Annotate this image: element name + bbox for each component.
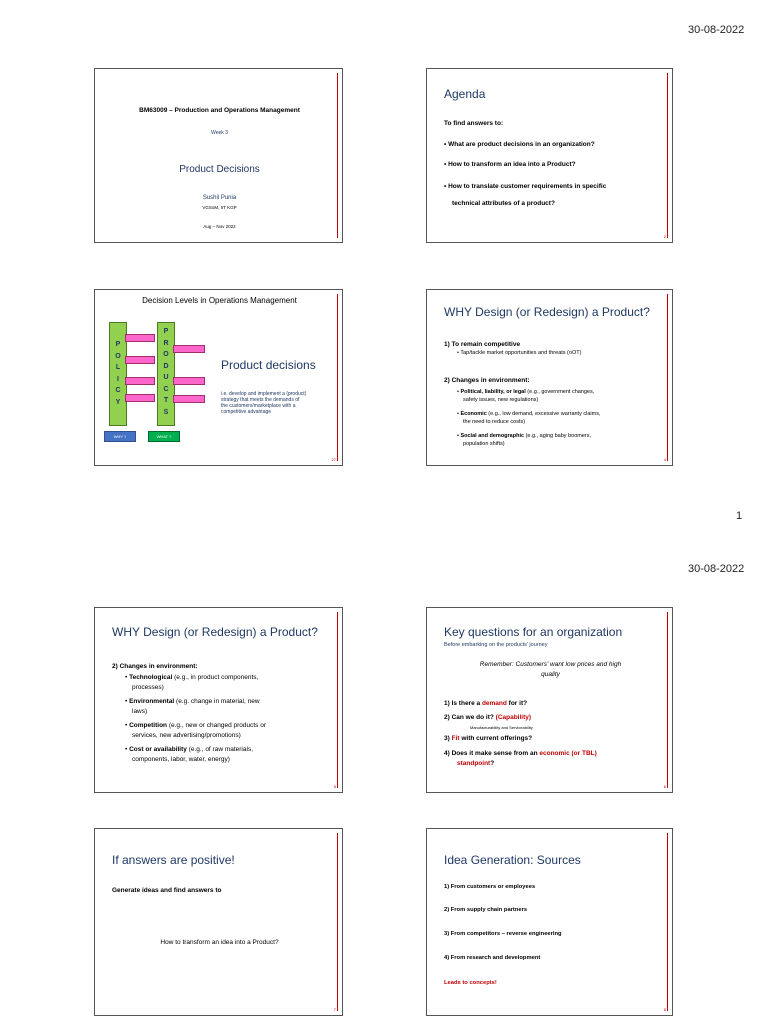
slide-decision-levels [94,289,343,466]
product-arrow-box [173,377,205,385]
slide-heading: Product Decisions [179,164,260,175]
page-date: 30-08-2022 [688,563,745,575]
slide-heading: Decision Levels in Operations Management [142,296,297,305]
product-decisions-heading: Product decisions [221,358,316,372]
question-item: 4) Does it make sense from an economic (or TBL) [444,750,597,757]
env-item: • Cost or availability (e.g., of raw materials, [125,746,253,753]
env-heading: 2) Changes in environment: [112,663,198,670]
reason-item: 2) Changes in environment: [444,377,530,384]
agenda-intro: To find answers to: [444,120,504,127]
slide-number: 27 [331,457,336,462]
agenda-item: • How to transform an idea into a Product? [444,161,576,168]
env-item-cont: components, labor, water, energy) [132,756,230,763]
author-name: Sushil Punia [202,195,237,201]
reason-sub: • Tap/tackle market opportunities and threats (oOT) [457,350,581,356]
week-label: Week 3 [211,130,228,136]
slide-number: 6 [663,784,666,789]
slide-idea-sources [426,828,673,1016]
slide-number: 5 [333,784,336,789]
source-item: 4) From research and development [444,955,541,961]
slide-heading: Agenda [444,87,486,101]
policy-arrow-box [125,377,155,385]
reason-sub: • Social and demographic (e.g., aging baby boomers, [457,433,591,439]
slide-if-positive [94,828,343,1016]
product-decisions-desc: the customers/marketplace with a [221,403,296,409]
page-number: 1 [736,510,743,522]
product-arrow-box [173,395,205,403]
course-name: BM63009 – Production and Operations Management [139,107,300,114]
policy-letters: P O L I C Y [115,341,121,406]
env-item-cont: processes) [132,684,164,691]
generate-ideas: Generate ideas and find answers to [112,887,222,894]
question-item: 2) Can we do it? (Capability) [444,714,532,721]
term: Aug – Nov 2022 [203,224,236,229]
remember-note-cont: quality [541,671,560,678]
what-box: WHAT ? [148,431,180,442]
slide-number: 8 [663,1007,666,1012]
slide-heading: Key questions for an organization [444,625,623,639]
slide-heading: WHY Design (or Redesign) a Product? [444,305,650,319]
question-item: 3) Fit with current offerings? [444,735,533,742]
product-decisions-desc: competitive advantage [221,409,272,415]
slide-number: 4 [663,457,666,462]
question-item-cont: standpoint? [457,760,495,767]
reason-sub-cont: safety issues, new regulations) [463,397,539,403]
env-item: • Competition (e.g., new or changed products or [125,722,266,729]
source-item: 3) From competitors – reverse engineering [444,931,562,937]
policy-arrow-box [125,356,155,364]
slide-subheading: Before embarking on the products' journey [444,642,548,648]
env-item-cont: services, new advertising/promotions) [132,732,241,739]
why-box: WHY ? [104,431,136,442]
question-item: 1) Is there a demand for it? [444,700,528,707]
product-decisions-desc: i.e. develop and implement a (product) [221,391,307,397]
page-date: 30-08-2022 [688,24,745,36]
slide-why-design-2 [94,607,343,793]
reason-item: 1) To remain competitive [444,341,521,348]
products-bar [157,322,175,426]
agenda-item: • What are product decisions in an organization? [444,141,595,148]
question-note: Manufacturability and Serviceability [470,725,533,730]
conclusion: Leads to concepts! [444,980,497,986]
reason-sub-cont: population shifts) [463,441,505,447]
slide-heading: WHY Design (or Redesign) a Product? [112,625,318,639]
env-item: • Technological (e.g., in product components, [125,674,258,681]
env-item: • Environmental (e.g. change in material, new [125,698,260,705]
products-letters: P R O D U C T S [163,328,169,416]
reason-sub: • Political, liability, or legal (e.g., government changes, [457,389,594,395]
slide-number: 7 [333,1007,336,1012]
slide-number: 2 [663,234,666,239]
remember-note: Remember: Customers' want low prices and high [479,661,622,668]
policy-arrow-box [125,334,155,342]
reason-sub-cont: the need to reduce costs) [463,419,526,425]
source-item: 1) From customers or employees [444,884,536,890]
product-arrow-box [173,345,205,353]
slide-agenda [426,68,673,243]
transform-question: How to transform an idea into a Product? [160,939,279,946]
product-decisions-desc: strategy that meets the demands of [221,397,300,403]
slide-heading: Idea Generation: Sources [444,853,581,867]
reason-sub: • Economic (e.g., low demand, excessive warranty claims, [457,411,600,417]
affiliation: VGSoM, IIT KGP [202,205,237,210]
slide-title [94,68,343,243]
env-item-cont: laws) [132,708,148,715]
source-item: 2) From supply chain partners [444,907,528,913]
agenda-item-cont: technical attributes of a product? [452,200,555,207]
slide-heading: If answers are positive! [112,853,235,867]
slide-why-design-1 [426,289,673,466]
agenda-item: • How to translate customer requirements in specific [444,183,606,190]
policy-arrow-box [125,394,155,402]
slide-key-questions [426,607,673,793]
